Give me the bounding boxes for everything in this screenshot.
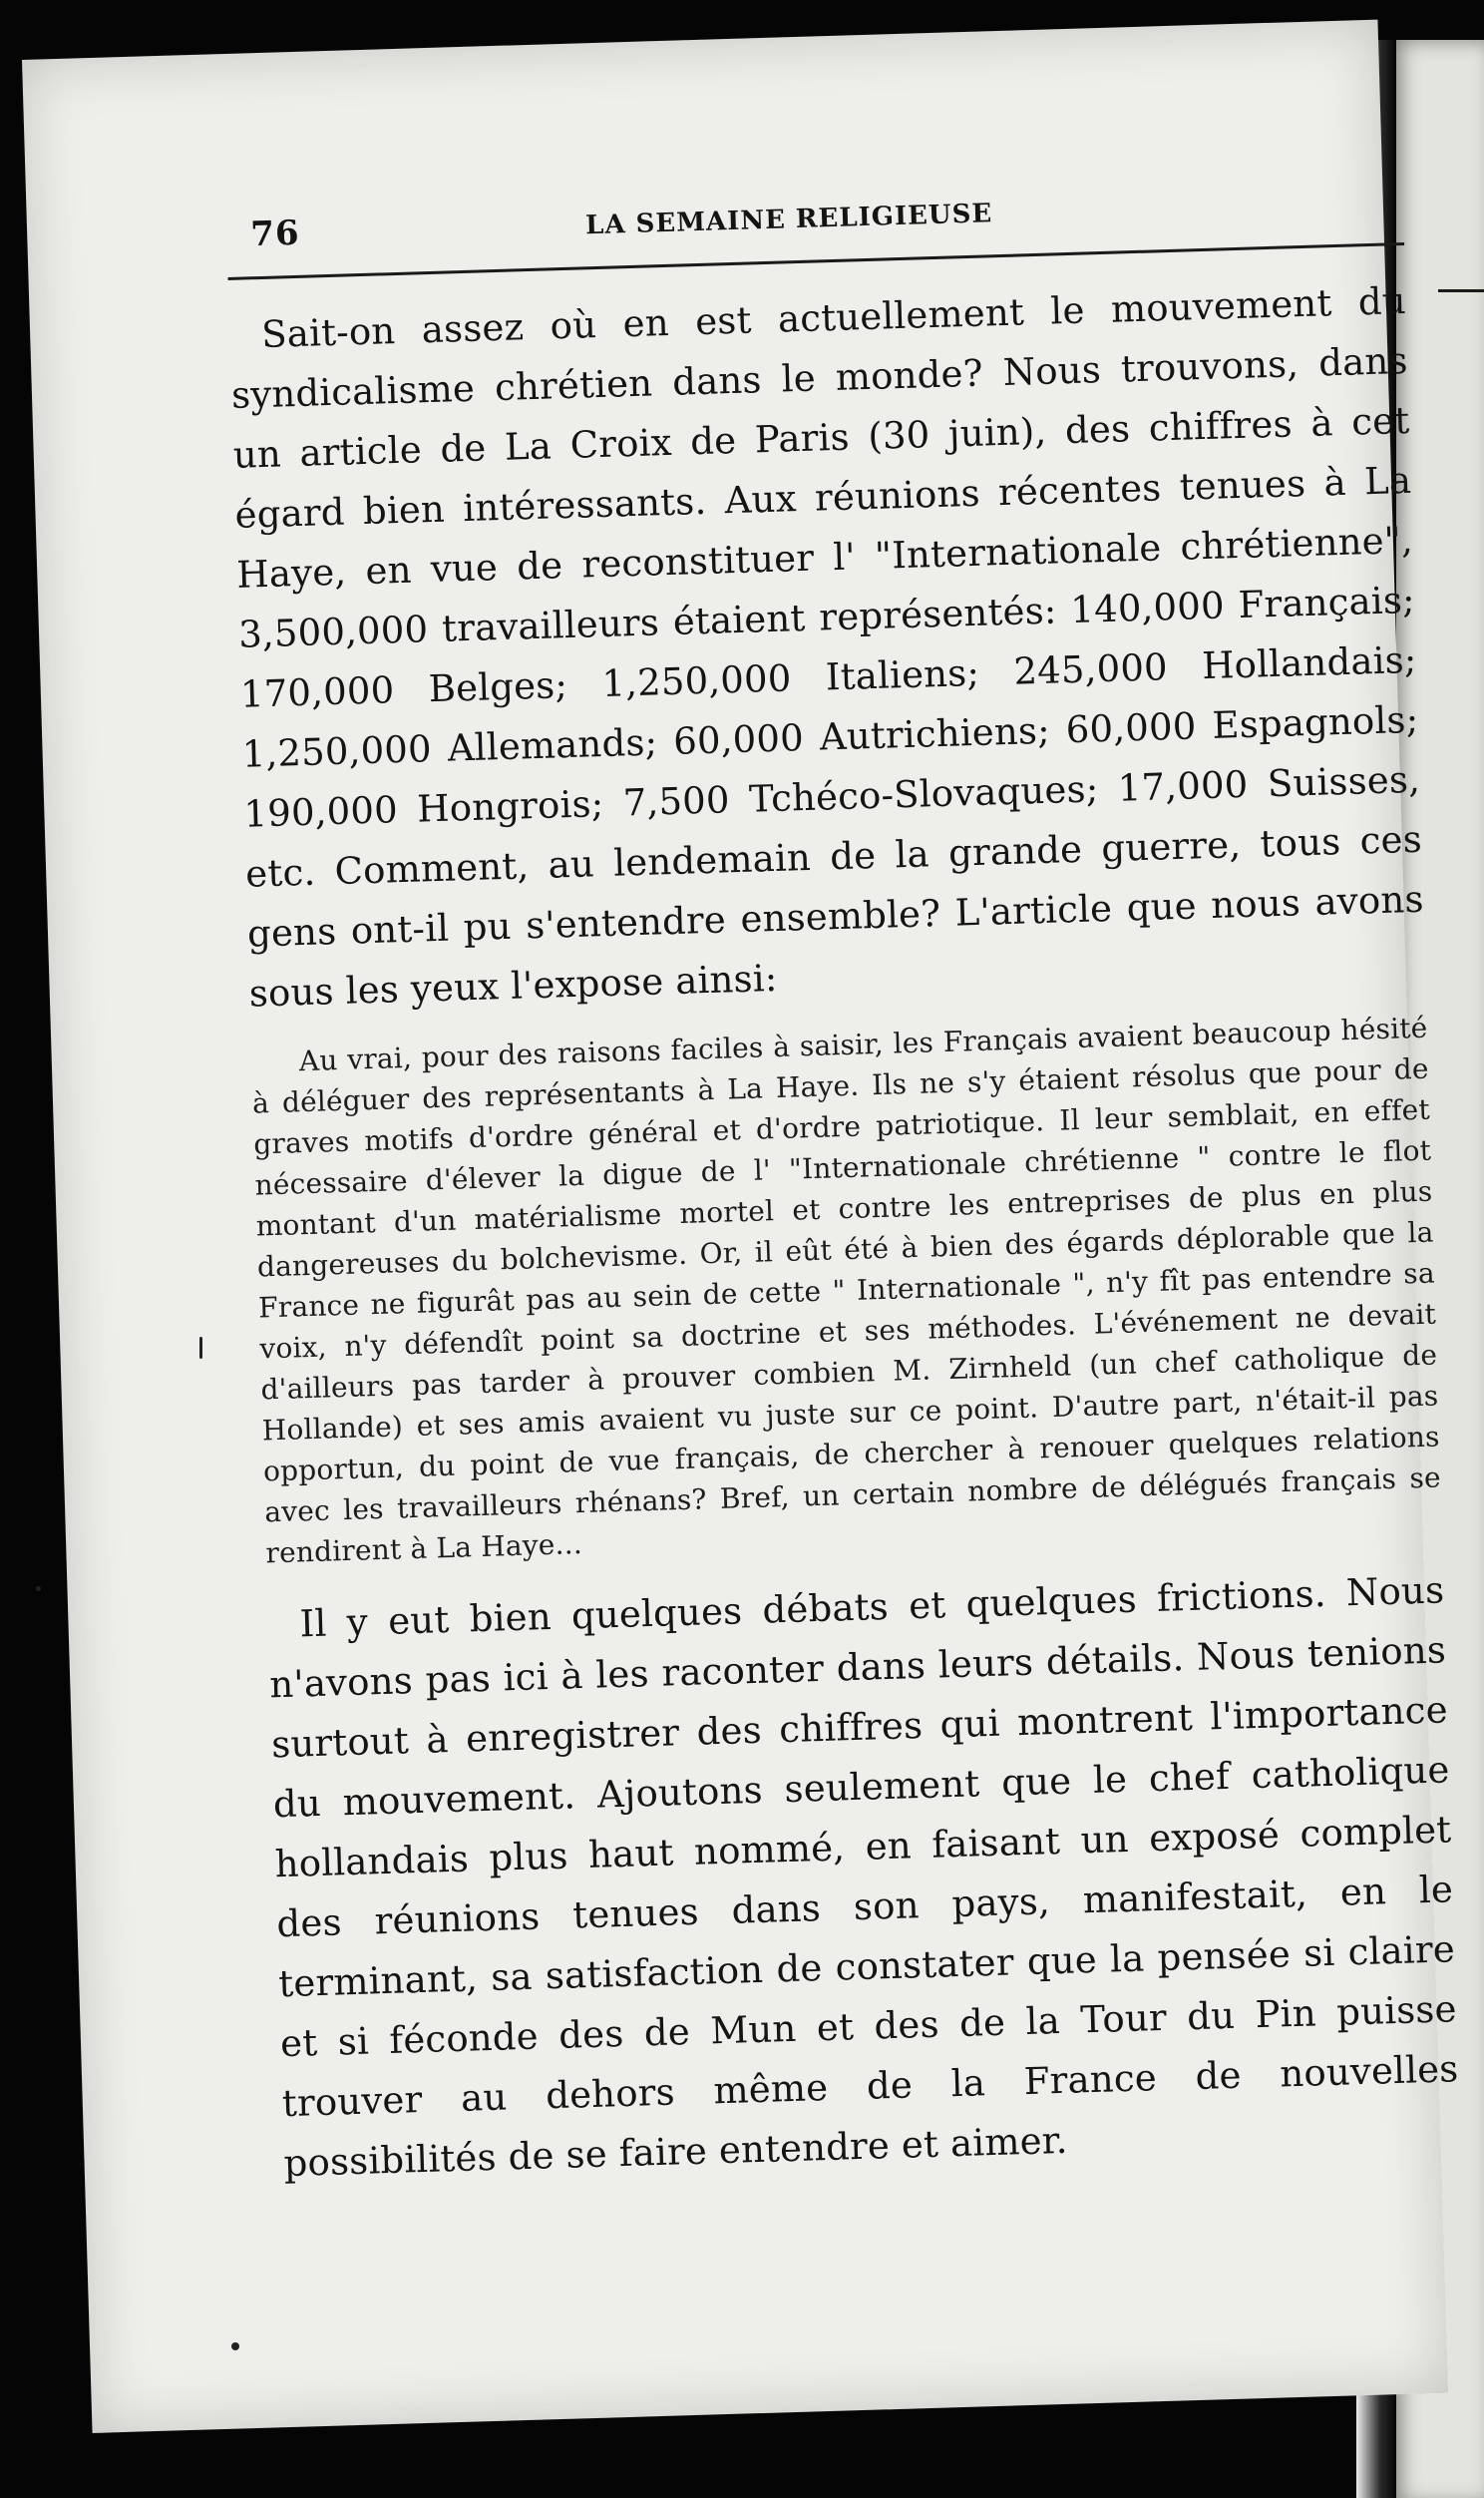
- left-page: [22, 20, 1460, 2433]
- scan-speck: [36, 1586, 41, 1591]
- quotation-text: Au vrai, pour des raisons faciles à saisir, les Français avaient beaucoup hésité à déléguer des représentants à La Haye. Ils ne s'y étaient résolus que pour de graves motifs d'ordre général et d'ordre patriotique. Il leur semblait, en effet nécessaire d'élever la digue de l' "Internationale chrétienne " contre le flot montant d'un matérialisme mortel et contre les entreprises de plus en plus dangereuses du bolchevisme. Or, il eût été à bien des égards déplorable que la France ne figurât pas au sein de cette " Internationale ", n'y fît pas entendre sa voix, n'y défendît point sa doctrine et ses méthodes. L'événement ne devait d'ailleurs pas tarder à prouver combien M. Zirnheld (un chef catholique de Hollande) et ses amis avaient vu juste sur ce point. D'autre part, n'était-il pas opportun, du point de vue français, de chercher à renouer quelques relations avec les travailleurs rhénans? Bref, un certain nombre de délégués français se rendirent à La Haye...: [251, 1011, 1442, 1570]
- block-quotation: [250, 1008, 1442, 1574]
- scan-speck: [199, 1337, 202, 1359]
- scan-speck: [231, 2342, 239, 2350]
- facing-page-rule: [1438, 289, 1484, 292]
- running-header: [225, 169, 1404, 280]
- paragraph-conclusion: Il y eut bien quelques débats et quelques frictions. Nous n'avons pas ici à les raconter dans leurs détails. Nous tenions surtout à enregistrer des chiffres qui montrent l'importance du mouvement. Ajoutons seulement que le chef catholique hollandais plus haut nommé, en faisant un exposé complet des réunions tenues dans son pays, manifestait, en le terminant, sa satisfaction de constater que la pensée si claire et si féconde des de Mun et des de la Tour du Pin puisse trouver au dehors même de la France de nouvelles possibilités de se faire entendre et aimer.: [268, 1568, 1460, 2186]
- article-body: [228, 271, 1461, 2194]
- paragraph-intro: Sait-on assez où en est actuellement le mouvement du syndicalisme chrétien dans le monde? Nous trouvons, dans un article de La Croix de Paris (30 juin), des chiffres à cet égard bien intéressants. Aux réunions récentes tenues à La Haye, en vue de reconstituer l' "Internationale chrétienne", 3,500,000 travailleurs étaient représentés: 140,000 Français; 170,000 Belges; 1,250,000 Italiens; 245,000 Hollandais; 1,250,000 Allemands; 60,000 Autrichiens; 60,000 Espagnols; 190,000 Hongrois; 7,500 Tchéco-Slovaques; 17,000 Suisses, etc. Comment, au lendemain de la grande guerre, tous ces gens ont-il pu s'entendre ensemble? L'article que nous avons sous les yeux l'expose ainsi:: [230, 278, 1425, 1016]
- journal-title: LA SEMAINE RELIGIEUSE: [584, 199, 993, 241]
- page-content: [225, 169, 1461, 2194]
- page-number: 76: [249, 212, 301, 255]
